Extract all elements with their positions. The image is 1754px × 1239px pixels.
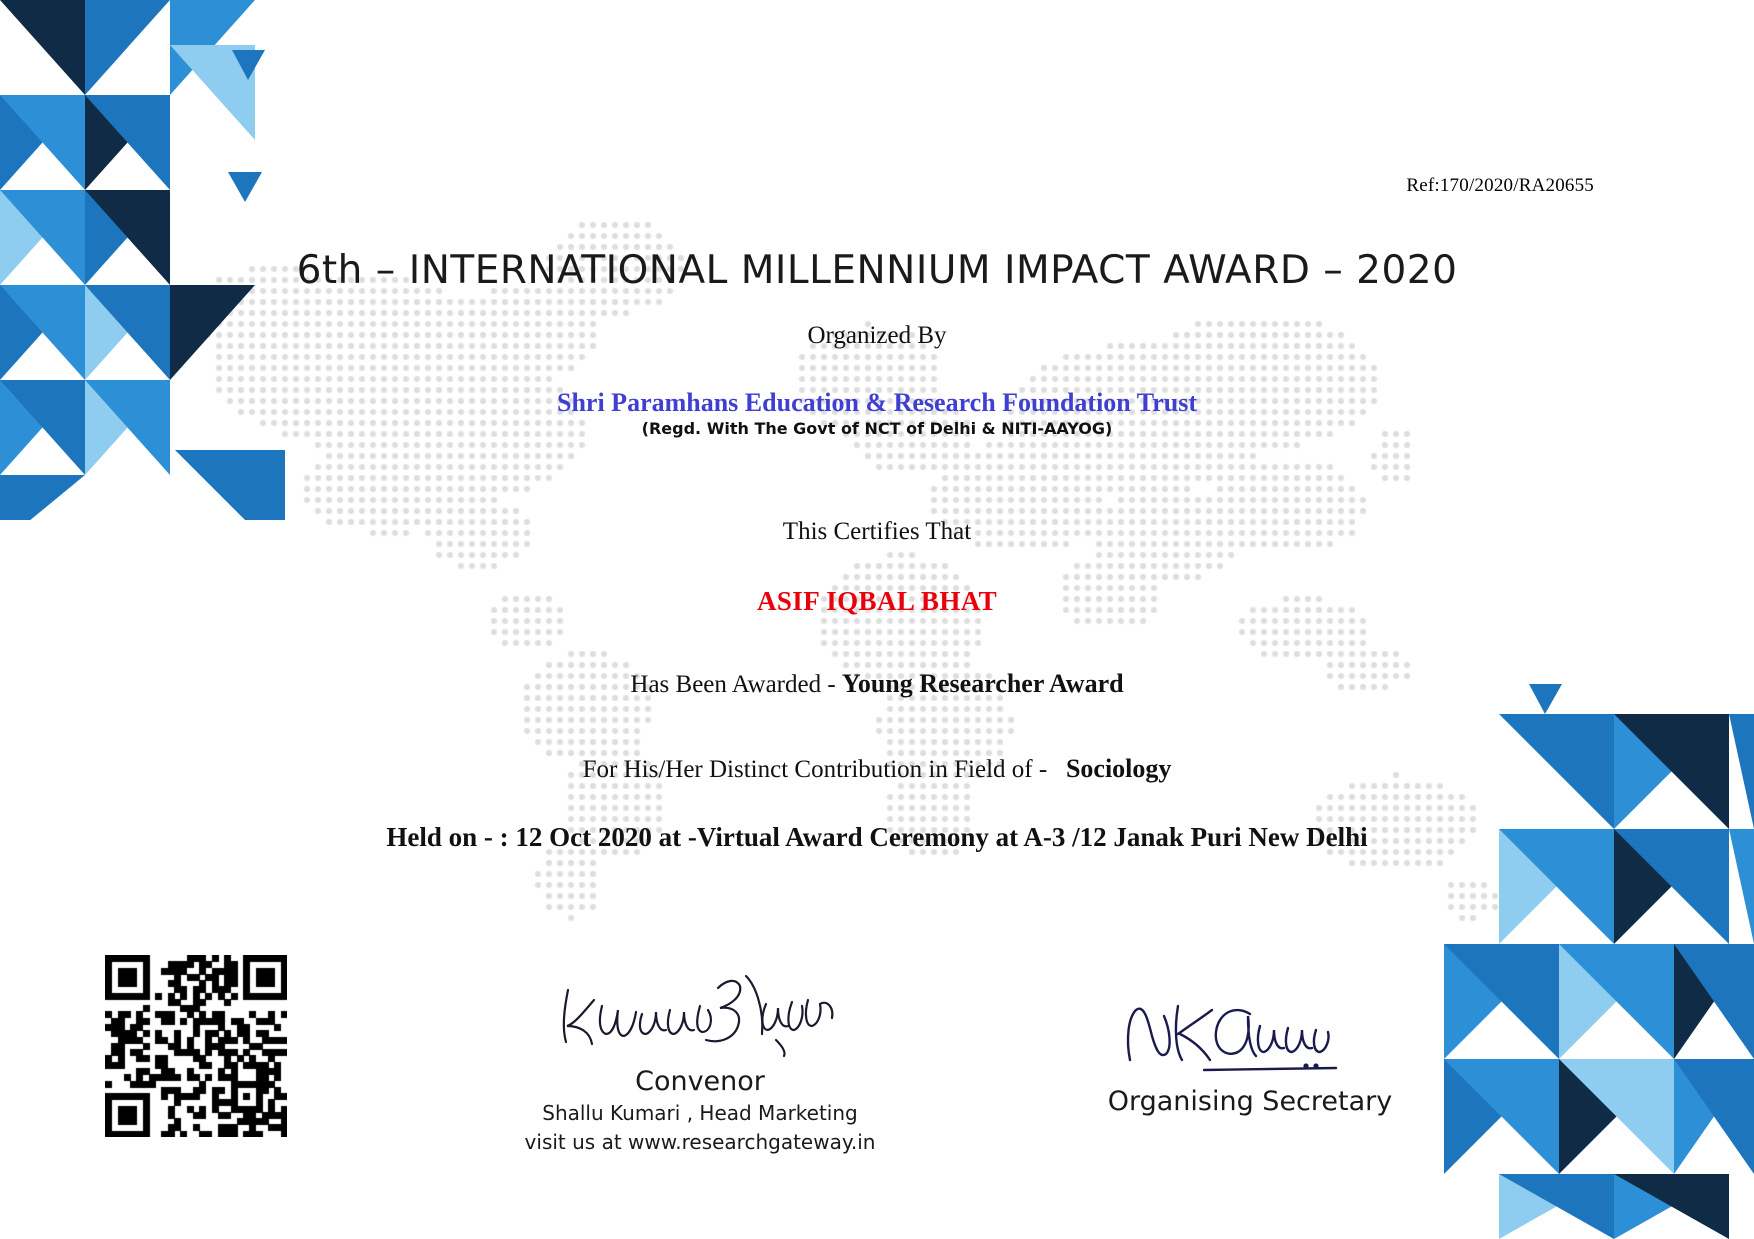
signature-role-secretary: Organising Secretary bbox=[1107, 1086, 1393, 1117]
organizer-name: Shri Paramhans Education & Research Foundation Trust bbox=[557, 388, 1197, 417]
field-prefix: For His/Her Distinct Contribution in Field of - bbox=[582, 756, 1048, 783]
award-name: Young Researcher Award bbox=[841, 669, 1124, 698]
reference-number: Ref:170/2020/RA20655 bbox=[1406, 175, 1594, 196]
held-on-line: Held on - : 12 Oct 2020 at -Virtual Award Ceremony at A-3 /12 Janak Puri New Delhi bbox=[386, 822, 1368, 852]
certifies-label: This Certifies That bbox=[782, 518, 972, 545]
organized-by-label: Organized By bbox=[807, 322, 947, 349]
signature-website: visit us at www.researchgateway.in bbox=[524, 1130, 876, 1154]
award-prefix: Has Been Awarded - bbox=[630, 671, 842, 698]
qr-code-image bbox=[105, 955, 287, 1137]
signature-icon-convenor bbox=[550, 965, 850, 1065]
signature-role-convenor: Convenor bbox=[635, 1066, 765, 1097]
signature-name-convenor: Shallu Kumari , Head Marketing bbox=[542, 1101, 858, 1125]
page-title: 6th – INTERNATIONAL MILLENNIUM IMPACT AWARD – 2020 bbox=[296, 248, 1458, 293]
qr-code[interactable] bbox=[105, 955, 287, 1137]
field-name: Sociology bbox=[1065, 754, 1172, 783]
recipient-name: ASIF IQBAL BHAT bbox=[756, 586, 998, 616]
signature-block-secretary bbox=[1040, 985, 1460, 1117]
signature-icon-secretary bbox=[1100, 985, 1400, 1085]
field-line bbox=[0, 754, 1754, 784]
organizer-registration: (Regd. With The Govt of NCT of Delhi & NITI-AAYOG) bbox=[641, 419, 1113, 438]
award-line bbox=[0, 669, 1754, 699]
signature-block-convenor bbox=[490, 965, 910, 1155]
